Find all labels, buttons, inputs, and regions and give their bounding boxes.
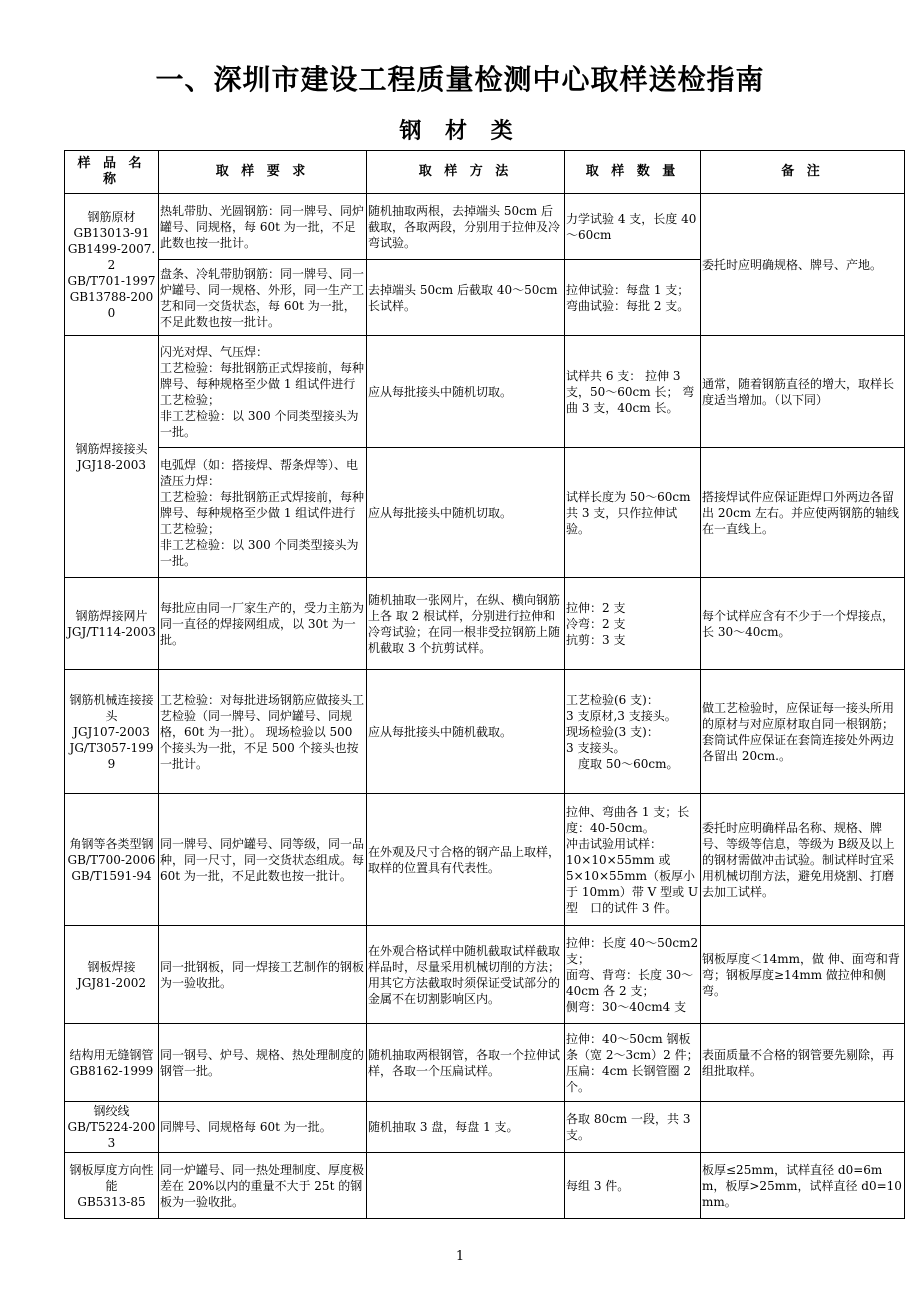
requirement-cell: 同一牌号、同炉罐号、同等级，同一品种，同一尺寸，同一交货状态组成。每 60t 为一批，不足此数也按一批计。 <box>159 794 367 926</box>
sample-name: 钢筋焊接网片 JGJ/T114-2003 <box>65 578 159 670</box>
quantity-cell: 拉伸：2 支 冷弯：2 支 抗剪：3 支 <box>565 578 701 670</box>
table-row <box>65 794 905 926</box>
method-cell: 去掉端头 50cm 后截取 40～50cm 长试样。 <box>367 260 565 336</box>
table-header-row <box>65 151 905 194</box>
requirement-cell: 工艺检验：对每批进场钢筋应做接头工艺检验（同一牌号、同炉罐号、同规格，60t 为一批）。 现场检验以 500 个接头为一批，不足 500 个接头也按一批计。 <box>159 670 367 794</box>
header-method: 取 样 方 法 <box>367 151 565 194</box>
table-row <box>65 1102 905 1153</box>
table-row <box>65 194 905 260</box>
note-cell: 委托时应明确样品名称、规格、牌号、等级等信息，等级为 B级及以上的钢材需做冲击试验。制试样时宜采用机械切削方法，避免用烧割、打磨去加工试样。 <box>701 794 905 926</box>
requirement-cell: 同一批钢板，同一焊接工艺制作的钢板为一验收批。 <box>159 926 367 1024</box>
requirement-cell: 同牌号、同规格每 60t 为一批。 <box>159 1102 367 1153</box>
header-requirement: 取 样 要 求 <box>159 151 367 194</box>
note-cell: 每个试样应含有不少于一个焊接点，长 30～40cm。 <box>701 578 905 670</box>
method-cell: 在外观及尺寸合格的钢产品上取样，取样的位置具有代表性。 <box>367 794 565 926</box>
requirement-cell: 同一钢号、炉号、规格、热处理制度的钢管一批。 <box>159 1024 367 1102</box>
quantity-cell: 拉伸试验：每盘 1 支；弯曲试验：每批 2 支。 <box>565 260 701 336</box>
sample-name: 钢绞线 GB/T5224-2003 <box>65 1102 159 1153</box>
method-cell: 随机抽取 3 盘，每盘 1 支。 <box>367 1102 565 1153</box>
sample-name: 角钢等各类型钢 GB/T700-2006 GB/T1591-94 <box>65 794 159 926</box>
sample-name: 钢板厚度方向性能 GB5313-85 <box>65 1153 159 1219</box>
requirement-cell: 电弧焊（如：搭接焊、帮条焊等）、电渣压力焊： 工艺检验：每批钢筋正式焊接前，每种牌号、每种规格至少做 1 组试件进行工艺检验； 非工艺检验：以 300 个同类型接头为一批。 <box>159 448 367 578</box>
quantity-cell: 拉伸、弯曲各 1 支；长度：40-50cm。 冲击试验用试样： 10×10×55mm 或 5×10×55mm（板厚小于 10mm）带 V 型或 U 型 口的试件 3 件。 <box>565 794 701 926</box>
note-cell: 板厚≤25mm，试样直径 d0=6mm，板厚>25mm，试样直径 d0=10mm。 <box>701 1153 905 1219</box>
quantity-cell: 试样共 6 支： 拉伸 3 支，50～60cm 长； 弯曲 3 支，40cm 长。 <box>565 336 701 448</box>
method-cell: 应从每批接头中随机切取。 <box>367 448 565 578</box>
note-cell: 表面质量不合格的钢管要先剔除，再组批取样。 <box>701 1024 905 1102</box>
quantity-cell: 每组 3 件。 <box>565 1153 701 1219</box>
method-cell: 随机抽取两根钢管，各取一个拉伸试样，各取一个压扁试样。 <box>367 1024 565 1102</box>
table-row <box>65 670 905 794</box>
note-cell: 委托时应明确规格、牌号、产地。 <box>701 194 905 336</box>
quantity-cell: 拉伸：40～50cm 钢板条（宽 2～3cm）2 件；压扁：4cm 长钢管圈 2 个。 <box>565 1024 701 1102</box>
table-row <box>65 448 905 578</box>
table-row <box>65 926 905 1024</box>
method-cell: 应从每批接头中随机截取。 <box>367 670 565 794</box>
header-sample-name: 样 品 名 称 <box>65 151 159 194</box>
method-cell: 应从每批接头中随机切取。 <box>367 336 565 448</box>
quantity-cell: 试样长度为 50～60cm 共 3 支，只作拉伸试验。 <box>565 448 701 578</box>
note-cell: 做工艺检验时，应保证每一接头所用的原材与对应原材取自同一根钢筋；套筒试件应保证在套筒连接处外两边各留出 20cm.。 <box>701 670 905 794</box>
page-title: 一、深圳市建设工程质量检测中心取样送检指南 <box>155 63 765 96</box>
method-cell: 随机抽取一张网片，在纵、横向钢筋上各 取 2 根试样，分别进行拉伸和冷弯试验；在同一根非受拉钢筋上随机截取 3 个抗剪试样。 <box>367 578 565 670</box>
sample-name: 钢筋机械连接接头 JGJ107-2003 JG/T3057-1999 <box>65 670 159 794</box>
table-row <box>65 336 905 448</box>
method-cell: 在外观合格试样中随机截取试样截取样品时，尽量采用机械切削的方法；用其它方法截取时须保证受试部分的金属不在切割影响区内。 <box>367 926 565 1024</box>
requirement-cell: 每批应由同一厂家生产的，受力主筋为同一直径的焊接网组成，以 30t 为一批。 <box>159 578 367 670</box>
sample-name: 钢板焊接 JGJ81-2002 <box>65 926 159 1024</box>
page-number: 1 <box>455 1249 465 1264</box>
requirement-cell: 闪光对焊、气压焊： 工艺检验：每批钢筋正式焊接前，每种牌号、每种规格至少做 1 组试件进行工艺检验； 非工艺检验：以 300 个同类型接头为一批。 <box>159 336 367 448</box>
quantity-cell: 拉伸：长度 40～50cm2 支； 面弯、背弯：长度 30～40cm 各 2 支； 侧弯：30～40cm4 支 <box>565 926 701 1024</box>
note-cell: 钢板厚度＜14mm，做 伸、面弯和背弯；钢板厚度≥14mm 做拉伸和侧弯。 <box>701 926 905 1024</box>
sample-name: 结构用无缝钢管 GB8162-1999 <box>65 1024 159 1102</box>
note-cell <box>701 1102 905 1153</box>
requirement-cell: 同一炉罐号、同一热处理制度、厚度极差在 20%以内的重量不大于 25t 的钢板为一验收批。 <box>159 1153 367 1219</box>
table-row <box>65 1153 905 1219</box>
method-cell <box>367 1153 565 1219</box>
requirement-cell: 热轧带肋、光圆钢筋：同一牌号、同炉罐号、同规格，每 60t 为一批，不足此数也按一批计。 <box>159 194 367 260</box>
method-cell: 随机抽取两根，去掉端头 50cm 后截取，各取两段，分别用于拉伸及冷弯试验。 <box>367 194 565 260</box>
note-cell: 通常，随着钢筋直径的增大，取样长度适当增加。（以下同） <box>701 336 905 448</box>
quantity-cell: 力学试验 4 支，长度 40～60cm <box>565 194 701 260</box>
section-title: 钢 材 类 <box>399 118 521 144</box>
quantity-cell: 各取 80cm 一段，共 3 支。 <box>565 1102 701 1153</box>
sampling-guide-table <box>64 150 905 1219</box>
header-quantity: 取 样 数 量 <box>565 151 701 194</box>
quantity-cell: 工艺检验(6 支)： 3 支原材,3 支接头。 现场检验(3 支)： 3 支接头。 度取 50～60cm。 <box>565 670 701 794</box>
header-note: 备 注 <box>701 151 905 194</box>
table-row <box>65 1024 905 1102</box>
table-row <box>65 578 905 670</box>
requirement-cell: 盘条、冷轧带肋钢筋：同一牌号、同一炉罐号、同一规格、外形，同一生产工艺和同一交货状态，每 60t 为一批，不足此数也按一批计。 <box>159 260 367 336</box>
note-cell: 搭接焊试件应保证距焊口外两边各留出 20cm 左右。并应使两钢筋的轴线在一直线上。 <box>701 448 905 578</box>
sample-name: 钢筋焊接接头 JGJ18-2003 <box>65 336 159 578</box>
table-wrapper <box>64 150 902 1209</box>
sample-name: 钢筋原材 GB13013-91 GB1499-2007.2 GB/T701-1997 GB13788-2000 <box>65 194 159 336</box>
